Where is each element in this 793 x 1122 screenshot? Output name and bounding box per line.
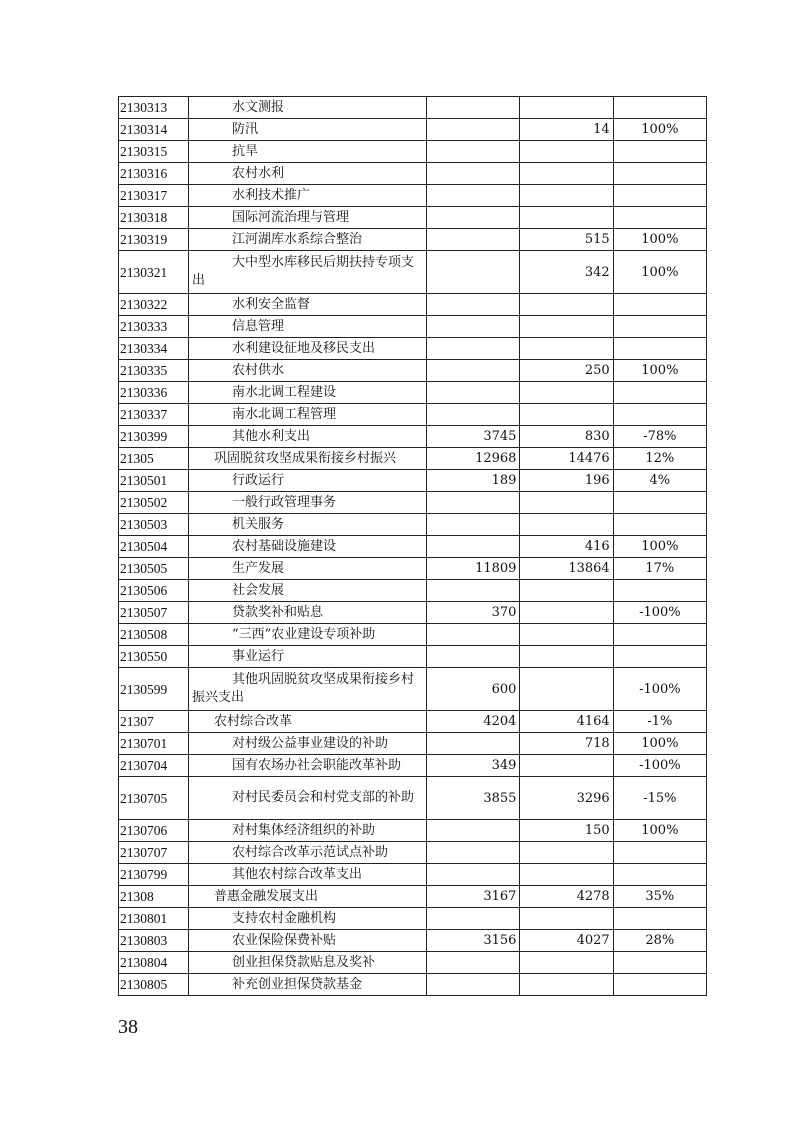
subject-name: 其他巩固脱贫攻坚成果衔接乡村振兴支出 [191, 672, 414, 705]
current-year-value-cell: 416 [520, 536, 613, 558]
subject-code-cell: 2130333 [119, 316, 189, 338]
subject-code-cell: 2130335 [119, 360, 189, 382]
current-year-value-cell [520, 294, 613, 316]
current-year-value-cell [520, 908, 613, 930]
subject-code-cell: 2130501 [119, 470, 189, 492]
subject-name: 农业保险保费补贴 [231, 933, 336, 948]
subject-code-cell: 2130505 [119, 558, 189, 580]
prior-year-value-cell [427, 646, 520, 668]
subject-name-cell [188, 930, 426, 952]
subject-code-cell: 21308 [119, 886, 189, 908]
subject-name: “三西”农业建设专项补助 [231, 627, 376, 642]
current-year-value-cell [520, 842, 613, 864]
change-percent-cell: 100% [613, 119, 706, 141]
table-row [119, 646, 707, 668]
subject-name-cell [188, 733, 426, 755]
change-percent-cell [613, 97, 706, 119]
prior-year-value-cell [427, 733, 520, 755]
current-year-value-cell [520, 185, 613, 207]
current-year-value-cell: 4278 [520, 886, 613, 908]
change-percent-cell [613, 842, 706, 864]
table-row [119, 558, 707, 580]
subject-name: 巩固脱贫攻坚成果衔接乡村振兴 [213, 451, 396, 466]
prior-year-value-cell [427, 514, 520, 536]
table-row [119, 251, 707, 294]
subject-code-cell: 2130506 [119, 580, 189, 602]
prior-year-value-cell: 3855 [427, 777, 520, 820]
current-year-value-cell [520, 580, 613, 602]
change-percent-cell: 100% [613, 733, 706, 755]
change-percent-cell [613, 624, 706, 646]
subject-name: 对村级公益事业建设的补助 [231, 736, 388, 751]
subject-name-cell [188, 558, 426, 580]
subject-name-cell [188, 886, 426, 908]
subject-code-cell: 2130337 [119, 404, 189, 426]
subject-name-cell [188, 908, 426, 930]
table-row [119, 842, 707, 864]
subject-code-cell: 2130334 [119, 338, 189, 360]
subject-code-cell: 2130801 [119, 908, 189, 930]
subject-name: 事业运行 [231, 649, 284, 664]
table-row [119, 580, 707, 602]
current-year-value-cell [520, 492, 613, 514]
change-percent-cell: 35% [613, 886, 706, 908]
subject-name-cell [188, 602, 426, 624]
subject-name: 机关服务 [231, 517, 284, 532]
prior-year-value-cell [427, 185, 520, 207]
current-year-value-cell [520, 668, 613, 711]
subject-name: 社会发展 [231, 583, 284, 598]
table-row [119, 207, 707, 229]
subject-name-cell [188, 864, 426, 886]
table-row [119, 777, 707, 820]
subject-code-cell: 2130399 [119, 426, 189, 448]
change-percent-cell: -100% [613, 755, 706, 777]
subject-code-cell: 2130701 [119, 733, 189, 755]
prior-year-value-cell: 370 [427, 602, 520, 624]
current-year-value-cell [520, 974, 613, 996]
subject-name-cell [188, 842, 426, 864]
table-row [119, 119, 707, 141]
prior-year-value-cell [427, 360, 520, 382]
change-percent-cell [613, 864, 706, 886]
table-row [119, 229, 707, 251]
prior-year-value-cell [427, 820, 520, 842]
subject-code-cell: 21305 [119, 448, 189, 470]
prior-year-value-cell: 12968 [427, 448, 520, 470]
subject-code-cell: 2130508 [119, 624, 189, 646]
subject-name: 补充创业担保贷款基金 [231, 977, 362, 992]
change-percent-cell: 17% [613, 558, 706, 580]
subject-code-cell: 2130503 [119, 514, 189, 536]
current-year-value-cell: 515 [520, 229, 613, 251]
change-percent-cell [613, 492, 706, 514]
subject-name: 水利建设征地及移民支出 [231, 341, 375, 356]
budget-table-body [119, 97, 707, 996]
current-year-value-cell [520, 141, 613, 163]
prior-year-value-cell [427, 842, 520, 864]
table-row [119, 404, 707, 426]
subject-code-cell: 2130803 [119, 930, 189, 952]
current-year-value-cell: 196 [520, 470, 613, 492]
subject-name-cell [188, 360, 426, 382]
current-year-value-cell [520, 624, 613, 646]
table-row [119, 733, 707, 755]
prior-year-value-cell [427, 492, 520, 514]
subject-name-cell [188, 514, 426, 536]
table-row [119, 514, 707, 536]
table-row [119, 360, 707, 382]
subject-name-cell [188, 668, 426, 711]
current-year-value-cell [520, 864, 613, 886]
subject-code-cell: 2130704 [119, 755, 189, 777]
current-year-value-cell: 4027 [520, 930, 613, 952]
prior-year-value-cell: 3167 [427, 886, 520, 908]
change-percent-cell: -100% [613, 668, 706, 711]
prior-year-value-cell [427, 908, 520, 930]
subject-code-cell: 2130707 [119, 842, 189, 864]
table-row [119, 668, 707, 711]
subject-code-cell: 2130705 [119, 777, 189, 820]
change-percent-cell: -100% [613, 602, 706, 624]
change-percent-cell [613, 974, 706, 996]
prior-year-value-cell: 349 [427, 755, 520, 777]
change-percent-cell [613, 952, 706, 974]
change-percent-cell [613, 382, 706, 404]
current-year-value-cell: 250 [520, 360, 613, 382]
subject-code-cell: 2130599 [119, 668, 189, 711]
subject-name: 水利安全监督 [231, 297, 310, 312]
subject-name-cell [188, 777, 426, 820]
current-year-value-cell [520, 755, 613, 777]
subject-code-cell: 2130504 [119, 536, 189, 558]
prior-year-value-cell [427, 163, 520, 185]
prior-year-value-cell [427, 338, 520, 360]
prior-year-value-cell [427, 624, 520, 646]
subject-name: 防汛 [231, 122, 258, 137]
page-number: 38 [118, 1016, 138, 1038]
prior-year-value-cell [427, 207, 520, 229]
change-percent-cell: 100% [613, 229, 706, 251]
current-year-value-cell [520, 404, 613, 426]
subject-name: 水利技术推广 [231, 188, 310, 203]
table-row [119, 185, 707, 207]
subject-code-cell: 2130805 [119, 974, 189, 996]
subject-name: 对村民委员会和村党支部的补助 [231, 790, 414, 805]
table-row [119, 930, 707, 952]
table-row [119, 426, 707, 448]
current-year-value-cell [520, 514, 613, 536]
subject-name: 生产发展 [231, 561, 284, 576]
subject-name-cell [188, 974, 426, 996]
subject-name-cell [188, 646, 426, 668]
change-percent-cell [613, 294, 706, 316]
subject-name-cell [188, 755, 426, 777]
change-percent-cell [613, 316, 706, 338]
subject-name: 农村综合改革示范试点补助 [231, 845, 388, 860]
current-year-value-cell: 342 [520, 251, 613, 294]
subject-code-cell: 2130502 [119, 492, 189, 514]
subject-name-cell [188, 404, 426, 426]
prior-year-value-cell [427, 974, 520, 996]
prior-year-value-cell [427, 864, 520, 886]
current-year-value-cell: 718 [520, 733, 613, 755]
table-row [119, 382, 707, 404]
prior-year-value-cell [427, 404, 520, 426]
change-percent-cell [613, 163, 706, 185]
budget-table [118, 96, 707, 996]
table-row [119, 470, 707, 492]
subject-code-cell: 2130314 [119, 119, 189, 141]
subject-name-cell [188, 580, 426, 602]
subject-name-cell [188, 229, 426, 251]
subject-name-cell [188, 470, 426, 492]
subject-name-cell [188, 338, 426, 360]
subject-name: 行政运行 [231, 473, 284, 488]
subject-name-cell [188, 141, 426, 163]
table-row [119, 141, 707, 163]
current-year-value-cell [520, 952, 613, 974]
subject-name: 水文测报 [231, 100, 284, 115]
change-percent-cell [613, 207, 706, 229]
subject-code-cell: 2130318 [119, 207, 189, 229]
subject-code-cell: 2130321 [119, 251, 189, 294]
current-year-value-cell [520, 316, 613, 338]
change-percent-cell [613, 185, 706, 207]
change-percent-cell: 100% [613, 360, 706, 382]
current-year-value-cell [520, 163, 613, 185]
current-year-value-cell: 13864 [520, 558, 613, 580]
prior-year-value-cell: 189 [427, 470, 520, 492]
subject-code-cell: 2130336 [119, 382, 189, 404]
change-percent-cell: 100% [613, 536, 706, 558]
table-row [119, 536, 707, 558]
change-percent-cell [613, 908, 706, 930]
current-year-value-cell: 4164 [520, 711, 613, 733]
change-percent-cell [613, 580, 706, 602]
subject-name-cell [188, 163, 426, 185]
table-row [119, 448, 707, 470]
subject-name: 南水北调工程管理 [231, 407, 336, 422]
table-row [119, 864, 707, 886]
prior-year-value-cell [427, 952, 520, 974]
change-percent-cell [613, 514, 706, 536]
subject-code-cell: 2130319 [119, 229, 189, 251]
subject-name: 普惠金融发展支出 [213, 889, 318, 904]
prior-year-value-cell: 3156 [427, 930, 520, 952]
subject-code-cell: 2130316 [119, 163, 189, 185]
subject-name: 抗旱 [231, 144, 258, 159]
subject-code-cell: 2130550 [119, 646, 189, 668]
subject-name-cell [188, 207, 426, 229]
subject-name: 其他农村综合改革支出 [231, 867, 362, 882]
current-year-value-cell: 3296 [520, 777, 613, 820]
prior-year-value-cell [427, 580, 520, 602]
prior-year-value-cell [427, 536, 520, 558]
subject-name: 对村集体经济组织的补助 [231, 823, 375, 838]
subject-code-cell: 2130799 [119, 864, 189, 886]
table-row [119, 163, 707, 185]
subject-name: 一般行政管理事务 [231, 495, 336, 510]
current-year-value-cell: 150 [520, 820, 613, 842]
change-percent-cell: -15% [613, 777, 706, 820]
current-year-value-cell [520, 97, 613, 119]
subject-name: 其他水利支出 [231, 429, 310, 444]
subject-name-cell [188, 294, 426, 316]
subject-name-cell [188, 382, 426, 404]
prior-year-value-cell [427, 97, 520, 119]
table-row [119, 974, 707, 996]
change-percent-cell [613, 141, 706, 163]
subject-code-cell: 2130313 [119, 97, 189, 119]
subject-name: 农村基础设施建设 [231, 539, 336, 554]
subject-name: 国有农场办社会职能改革补助 [231, 758, 401, 773]
subject-name: 支持农村金融机构 [231, 911, 336, 926]
table-row [119, 294, 707, 316]
subject-name: 创业担保贷款贴息及奖补 [231, 955, 375, 970]
subject-code-cell: 2130804 [119, 952, 189, 974]
prior-year-value-cell [427, 382, 520, 404]
table-row [119, 602, 707, 624]
subject-name-cell [188, 426, 426, 448]
table-row [119, 97, 707, 119]
prior-year-value-cell [427, 119, 520, 141]
table-row [119, 624, 707, 646]
change-percent-cell: 28% [613, 930, 706, 952]
prior-year-value-cell [427, 294, 520, 316]
subject-code-cell: 2130706 [119, 820, 189, 842]
subject-name-cell [188, 492, 426, 514]
subject-name: 农村供水 [231, 363, 284, 378]
prior-year-value-cell: 4204 [427, 711, 520, 733]
table-row [119, 755, 707, 777]
prior-year-value-cell: 600 [427, 668, 520, 711]
table-row [119, 886, 707, 908]
subject-name: 江河湖库水系综合整治 [231, 232, 362, 247]
current-year-value-cell [520, 646, 613, 668]
subject-name-cell [188, 185, 426, 207]
change-percent-cell [613, 404, 706, 426]
prior-year-value-cell [427, 251, 520, 294]
table-row [119, 338, 707, 360]
subject-code-cell: 21307 [119, 711, 189, 733]
table-row [119, 820, 707, 842]
subject-name-cell [188, 97, 426, 119]
prior-year-value-cell [427, 316, 520, 338]
current-year-value-cell [520, 338, 613, 360]
prior-year-value-cell: 3745 [427, 426, 520, 448]
subject-name-cell [188, 536, 426, 558]
subject-name: 农村综合改革 [213, 714, 292, 729]
change-percent-cell: 100% [613, 820, 706, 842]
subject-name: 农村水利 [231, 166, 284, 181]
change-percent-cell: -1% [613, 711, 706, 733]
change-percent-cell: 12% [613, 448, 706, 470]
subject-name-cell [188, 624, 426, 646]
change-percent-cell: 4% [613, 470, 706, 492]
table-row [119, 952, 707, 974]
subject-name-cell [188, 316, 426, 338]
current-year-value-cell: 14 [520, 119, 613, 141]
subject-name: 信息管理 [231, 319, 284, 334]
table-row [119, 711, 707, 733]
current-year-value-cell: 830 [520, 426, 613, 448]
table-row [119, 492, 707, 514]
subject-code-cell: 2130322 [119, 294, 189, 316]
change-percent-cell: -78% [613, 426, 706, 448]
current-year-value-cell [520, 207, 613, 229]
prior-year-value-cell [427, 141, 520, 163]
subject-name-cell [188, 952, 426, 974]
subject-name: 南水北调工程建设 [231, 385, 336, 400]
prior-year-value-cell [427, 229, 520, 251]
current-year-value-cell [520, 382, 613, 404]
subject-name-cell [188, 119, 426, 141]
subject-name-cell [188, 448, 426, 470]
prior-year-value-cell: 11809 [427, 558, 520, 580]
table-row [119, 316, 707, 338]
subject-name-cell [188, 251, 426, 294]
subject-code-cell: 2130507 [119, 602, 189, 624]
change-percent-cell [613, 338, 706, 360]
subject-code-cell: 2130317 [119, 185, 189, 207]
change-percent-cell: 100% [613, 251, 706, 294]
subject-name: 国际河流治理与管理 [231, 210, 349, 225]
current-year-value-cell: 14476 [520, 448, 613, 470]
current-year-value-cell [520, 602, 613, 624]
subject-name: 贷款奖补和贴息 [231, 605, 323, 620]
subject-code-cell: 2130315 [119, 141, 189, 163]
change-percent-cell [613, 646, 706, 668]
subject-name-cell [188, 820, 426, 842]
table-row [119, 908, 707, 930]
subject-name: 大中型水库移民后期扶持专项支出 [191, 255, 414, 288]
subject-name-cell [188, 711, 426, 733]
